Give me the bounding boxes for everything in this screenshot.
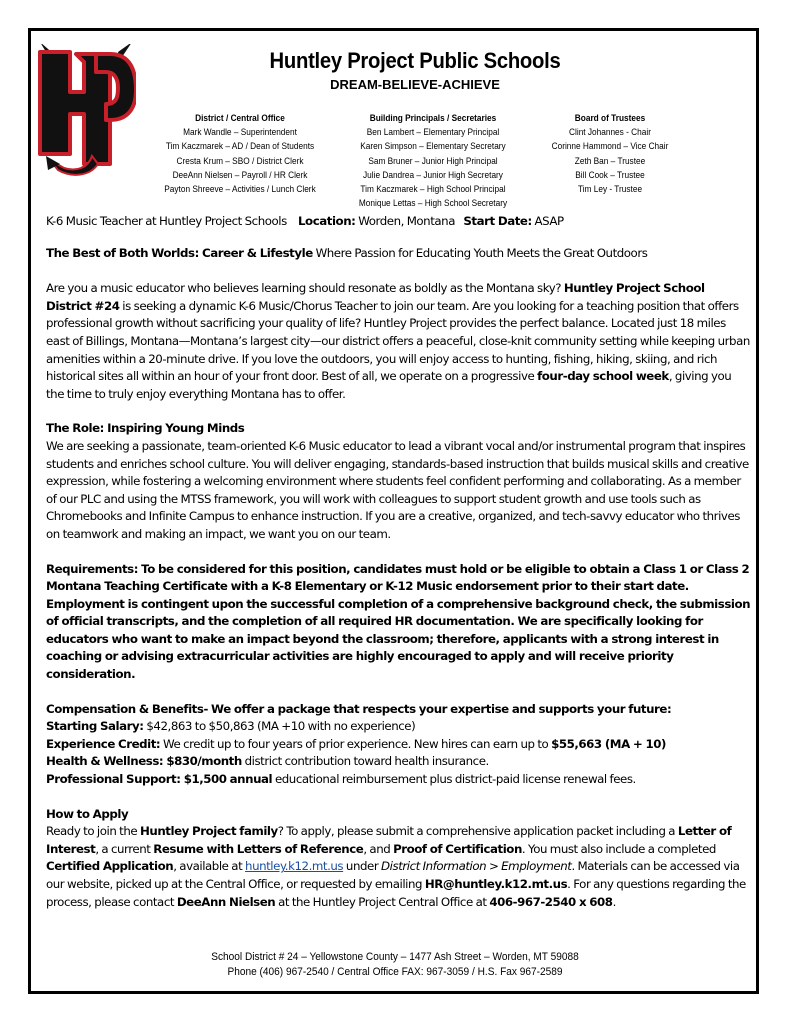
- apply-text: at the Huntley Project Central Office at: [275, 894, 490, 909]
- staff-line: Julie Dandrea – Junior High Secretary: [363, 169, 503, 180]
- apply-text: under: [343, 859, 382, 874]
- health-line: [46, 753, 752, 771]
- apply-italic: District Information > Employment: [381, 859, 572, 874]
- role-paragraph: We are seeking a passionate, team-oriented K-6 Music educator to lead a vibrant vocal and/or instrumental program that inspires students and enriches school culture. You will deliver engaging, standards-based instruction that builds musical skills and creative expression, while fostering a welcoming environment where students feel confident performing and collaborating. As a member of our PLC and using the MTSS framework, you will work with colleagues to support student growth and use tools such as Chromebooks and Infinite Campus to enhance instruction. If you are a creative, organized, and tech-savvy educator who thrives on teamwork and making an impact, we want you on our team.: [46, 438, 749, 541]
- professional-line: [46, 771, 752, 789]
- contact-phone: 406-967-2540 x 608: [489, 894, 613, 909]
- hp-logo: [36, 44, 136, 178]
- apply-bold: Huntley Project family: [139, 824, 278, 839]
- job-summary-line: [46, 213, 752, 231]
- salary-line: [46, 718, 752, 736]
- column-heading: District / Central Office: [195, 113, 285, 123]
- apply-text: , a current: [95, 841, 154, 856]
- apply-heading: How to Apply: [46, 806, 129, 821]
- staff-line: Payton Shreeve – Activities / Lunch Clerk: [164, 184, 316, 195]
- intro-paragraph: [46, 280, 752, 403]
- staff-line: Zeth Ban – Trustee: [574, 155, 646, 166]
- column-heading: Board of Trustees: [574, 113, 646, 123]
- apply-text: , available at: [173, 859, 246, 874]
- start-date-label: Start Date:: [463, 214, 532, 228]
- principals-list: [352, 111, 514, 210]
- staff-line: DeeAnn Nielsen – Payroll / HR Clerk: [172, 169, 308, 180]
- staff-line: Karen Simpson – Elementary Secretary: [360, 141, 506, 152]
- experience-line: [46, 736, 752, 754]
- requirements-paragraph: Requirements: To be considered for this position, candidates must hold or be eligible to obtain a Class 1 or Class 2 Montana Teaching Certificate with a K-8 Elementary or K-12 Music endorsement prior to their start date. Employment is contingent upon the successful completion of a comprehensive background check, the submission of official transcripts, and the completion of all required HR documentation. We are specifically looking for educators who want to make an impact beyond the classroom; therefore, applicants with a strong interest in coaching or advising extracurricular activities are highly encouraged to apply and will receive priority consideration.: [46, 561, 751, 682]
- staff-line: Mark Wandle – Superintendent: [183, 127, 297, 138]
- staff-line: Bill Cook – Trustee: [575, 169, 645, 180]
- page-title: Huntley Project Public Schools: [269, 48, 561, 73]
- intro-text: , giving you the time to truly enjoy everything Montana has to offer.: [46, 369, 732, 401]
- tagline: [46, 245, 752, 263]
- apply-paragraph: [46, 823, 752, 911]
- professional-label: Professional Support:: [46, 772, 181, 787]
- apply-text: , and: [363, 841, 394, 856]
- website-link[interactable]: huntley.k12.mt.us: [245, 859, 344, 874]
- footer: [124, 950, 667, 980]
- tagline-bold: The Best of Both Worlds: Career & Lifestyle: [46, 245, 313, 260]
- staff-line: Monique Lettas – High School Secretary: [358, 198, 508, 209]
- start-date-value: ASAP: [534, 214, 564, 228]
- job-title: K-6 Music Teacher at Huntley Project Schools: [46, 214, 287, 228]
- health-label: Health & Wellness:: [46, 754, 164, 769]
- apply-bold: Resume with Letters of Reference: [153, 841, 364, 856]
- apply-text: . For any questions regarding the process, please contact: [46, 877, 746, 909]
- staff-line: Tim Kaczmarek – AD / Dean of Students: [165, 141, 315, 152]
- health-text: district contribution toward health insurance.: [241, 754, 489, 769]
- apply-text: . You must also include a completed: [521, 841, 716, 856]
- intro-text: is seeking a dynamic K-6 Music/Chorus Teacher to join our team. Are you looking for a teaching position that offers professional growth without sacrificing your quality of life? Huntley Project provides the perfect balance. Located just 18 miles east of Billings, Montana—Montana’s largest city—our district offers a peaceful, close-knit community setting while keeping urban amenities within a 20-minute drive. If you love the outdoors, you will enjoy access to hunting, fishing, hiking, skiing, and rich historical sites all within an hour of your front door. Best of all, we operate on a progressive: [46, 298, 750, 384]
- footer-address: School District # 24 – Yellowstone County – 1477 Ash Street – Worden, MT 59088: [211, 951, 579, 963]
- experience-max: $55,663 (MA + 10): [551, 736, 666, 751]
- health-amount: $830/month: [163, 754, 242, 769]
- experience-text: We credit up to four years of prior experience. New hires can earn up to: [160, 736, 552, 751]
- staff-line: Ben Lambert – Elementary Principal: [366, 127, 500, 138]
- staff-line: Clint Johannes - Chair: [569, 127, 651, 138]
- job-posting-body: [46, 213, 752, 911]
- salary-value: $42,863 to $50,863 (MA +10 with no experience): [143, 719, 416, 734]
- column-heading: Building Principals / Secretaries: [369, 113, 497, 123]
- apply-text: .: [612, 894, 616, 909]
- location-value: Worden, Montana: [358, 214, 455, 228]
- board-list: [527, 111, 693, 196]
- footer-phone: Phone (406) 967-2540 / Central Office FAX: 967-3059 / H.S. Fax 967-2589: [227, 966, 563, 978]
- tagline-text: Where Passion for Educating Youth Meets the Great Outdoors: [315, 245, 648, 260]
- apply-text: Ready to join the: [46, 824, 140, 839]
- school-motto: DREAM-BELIEVE-ACHIEVE: [330, 77, 500, 92]
- intro-bold: four-day school week: [537, 369, 669, 384]
- apply-text: . Materials can be accessed via our website, picked up at the Central Office, or requested by emailing: [46, 859, 740, 891]
- apply-bold: Proof of Certification: [393, 841, 522, 856]
- professional-text: educational reimbursement plus district-paid license renewal fees.: [272, 772, 636, 787]
- district-office-list: [157, 111, 323, 196]
- staff-line: Sam Bruner – Junior High Principal: [368, 155, 498, 166]
- role-heading: The Role: Inspiring Young Minds: [46, 421, 245, 436]
- compensation-heading: Compensation & Benefits- We offer a package that respects your expertise and supports your future:: [46, 701, 672, 716]
- apply-bold: Letter of Interest: [46, 824, 732, 856]
- staff-line: Cresta Krum – SBO / District Clerk: [176, 155, 304, 166]
- salary-label: Starting Salary:: [46, 719, 144, 734]
- professional-amount: $1,500 annual: [180, 772, 273, 787]
- staff-line: Tim Kaczmarek – High School Principal: [360, 184, 506, 195]
- staff-line: Corinne Hammond – Vice Chair: [551, 141, 669, 152]
- location-label: Location:: [297, 214, 356, 228]
- contact-name: DeeAnn Nielsen: [176, 894, 276, 909]
- hr-email: HR@huntley.k12.mt.us: [424, 877, 568, 891]
- apply-bold: Certified Application: [46, 859, 174, 874]
- apply-text: ? To apply, please submit a comprehensive application packet including a: [277, 824, 678, 839]
- experience-label: Experience Credit:: [46, 736, 161, 751]
- intro-text: Are you a music educator who believes learning should resonate as boldly as the Montana sky?: [46, 281, 564, 296]
- intro-bold: Huntley Project School District #24: [46, 281, 705, 313]
- staff-line: Tim Ley - Trustee: [577, 184, 643, 195]
